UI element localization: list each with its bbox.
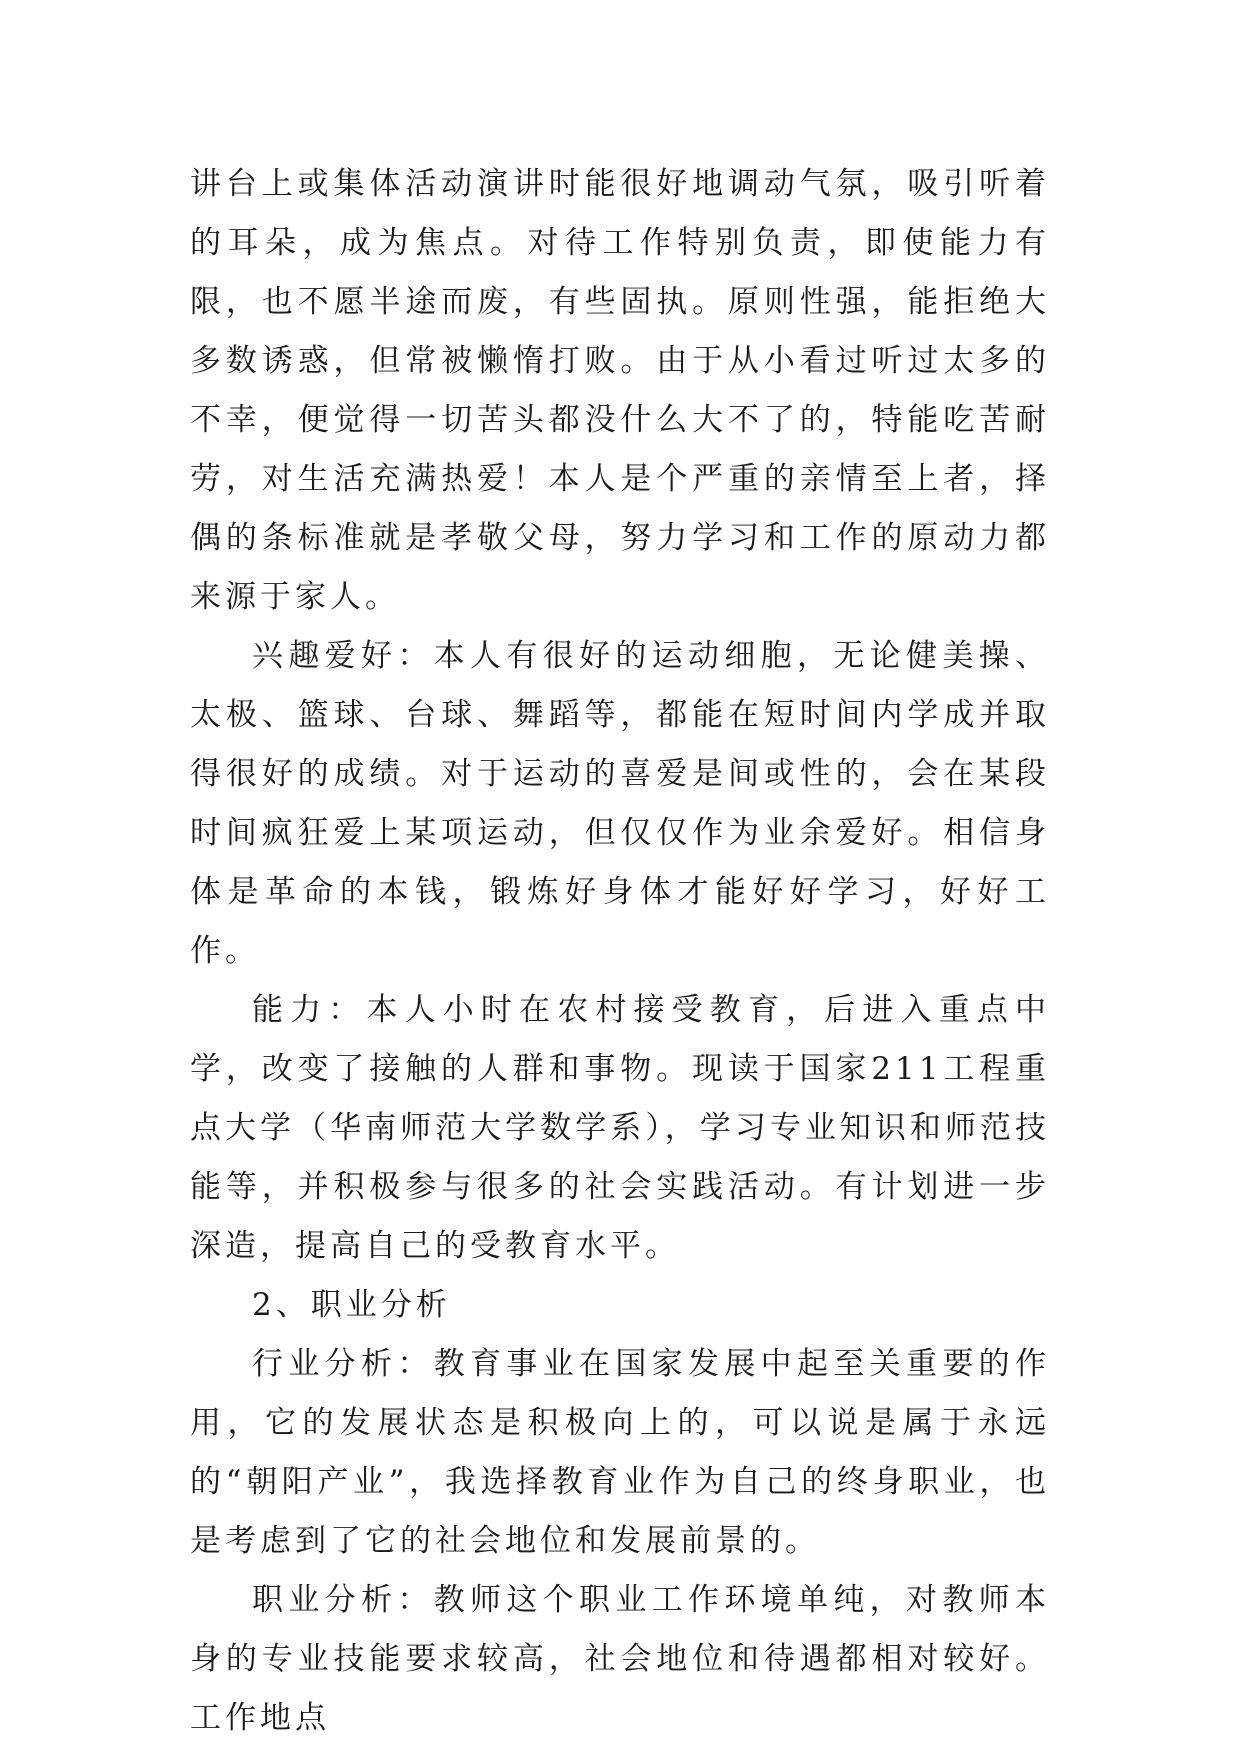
paragraph-industry-analysis: 行业分析：教育事业在国家发展中起至关重要的作用，它的发展状态是积极向上的，可以说是属于永远的“朝阳产业”，我选择教育业作为自己的终身职业，也是考虑到了它的社会地位和发展前景的。	[190, 1346, 1050, 1559]
paragraph-hobbies: 兴趣爱好：本人有很好的运动细胞，无论健美操、太极、篮球、台球、舞蹈等，都能在短时间内学成并取得很好的成绩。对于运动的喜爱是间或性的，会在某段时间疯狂爱上某项运动，但仅仅作为业余爱好。相信身体是革命的本钱，锻炼好身体才能好好学习，好好工作。	[190, 638, 1050, 969]
section-heading-career-analysis: 2、职业分析	[252, 1287, 451, 1323]
paragraph-ability: 能力：本人小时在农村接受教育，后进入重点中学，改变了接触的人群和事物。现读于国家211工程重点大学（华南师范大学数学系），学习专业知识和师范技能等，并积极参与很多的社会实践活动。有计划进一步深造，提高自己的受教育水平。	[190, 992, 1050, 1264]
document-body	[190, 155, 1050, 1748]
paragraph-personality: 讲台上或集体活动演讲时能很好地调动气氛，吸引听着的耳朵，成为焦点。对待工作特别负责，即使能力有限，也不愿半途而废，有些固执。原则性强，能拒绝大多数诱惑，但常被懒惰打败。由于从小看过听过太多的不幸，便觉得一切苦头都没什么大不了的，特能吃苦耐劳，对生活充满热爱！本人是个严重的亲情至上者，择偶的条标准就是孝敬父母，努力学习和工作的原动力都来源于家人。	[190, 166, 1050, 615]
paragraph-occupation-analysis: 职业分析：教师这个职业工作环境单纯，对教师本身的专业技能要求较高，社会地位和待遇都相对较好。工作地点	[190, 1582, 1050, 1736]
